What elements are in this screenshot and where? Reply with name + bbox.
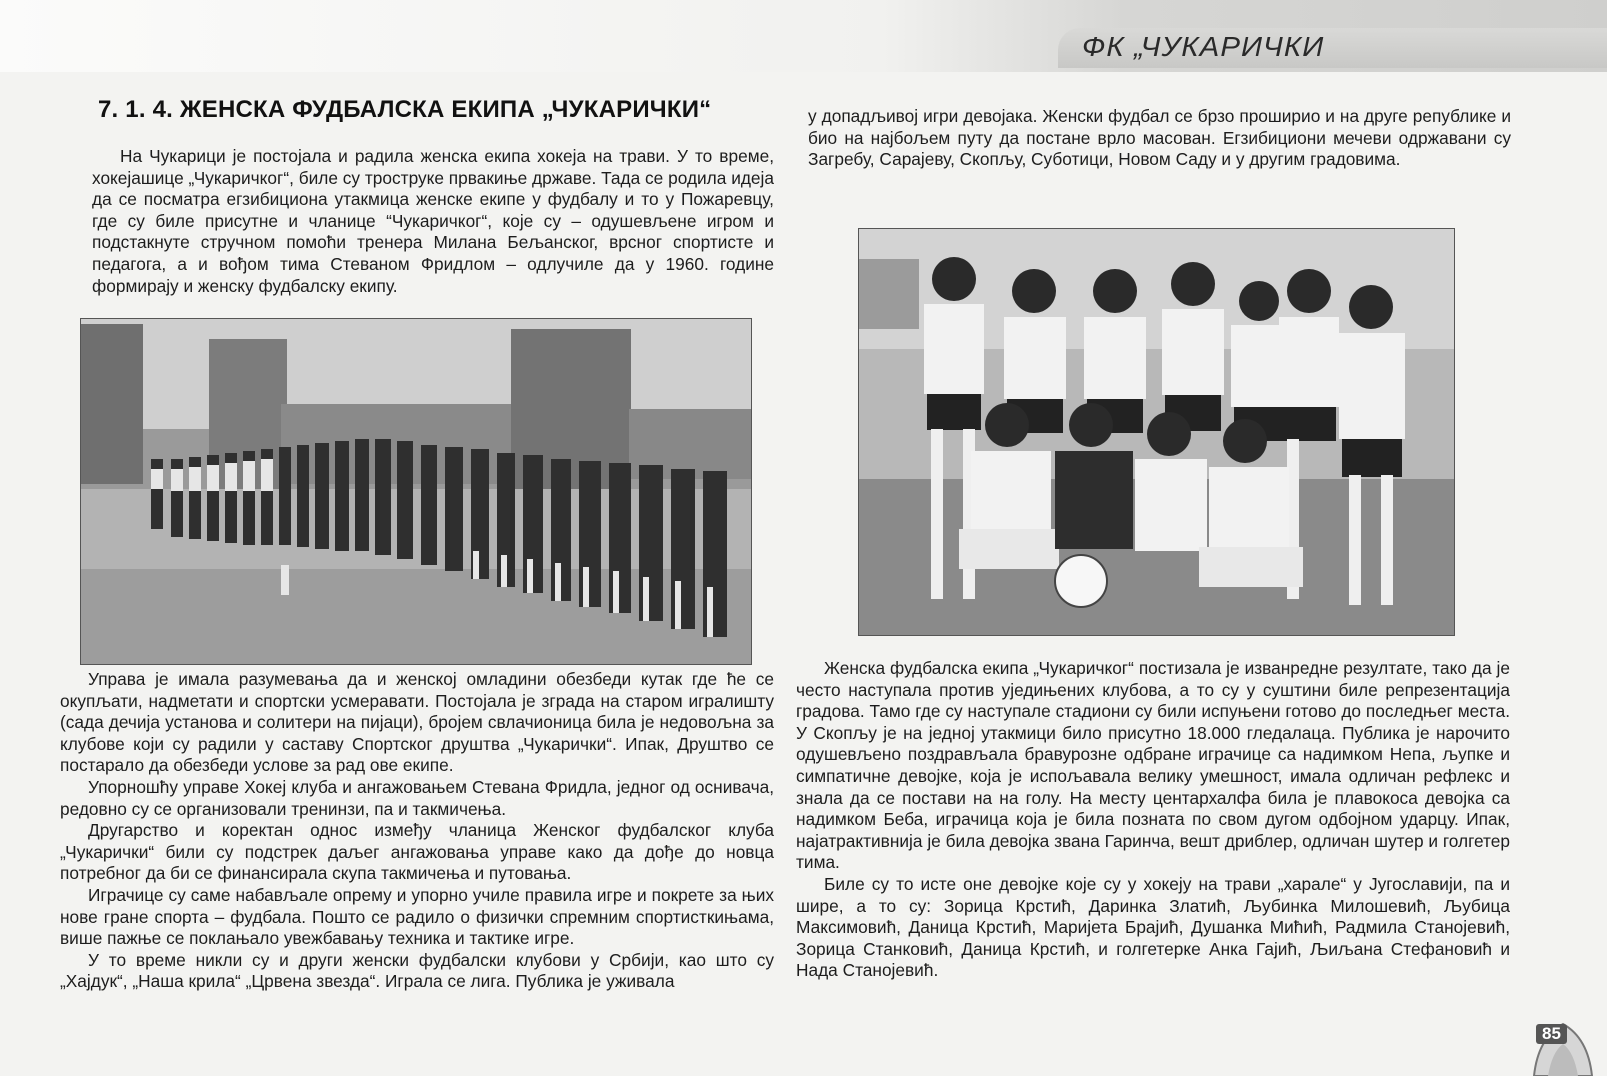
paragraph: у допадљивој игри девојака. Женски фудбал се брзо проширио и на друге републике и био на најбољем путу да постане врло масован. Егзибициони мечеви одржавани су Загребу, Сарајеву, Скопљу, Суботици, Новом Саду и у другим градовима. xyxy=(808,106,1511,170)
team-portrait-photo xyxy=(858,228,1455,636)
right-column-top-text xyxy=(808,106,1511,171)
paragraph: Играчице су саме набављале опрему и упорно училе правила игре и покрете за њих нове гране спорта – фудбала. Пошто се радило о физички спремним спортисткињама, више пажње се поклањало увежбавању техника и тактике игре. xyxy=(60,884,774,949)
team-lineup-photo xyxy=(80,318,752,665)
running-header-title: ФК „ЧУКАРИЧКИ xyxy=(1082,31,1325,62)
paragraph: У то време никли су и други женски фудбалски клубови у Србији, као што су „Хајдук“, „Наша крила“ „Црвена звезда“. Играла се лига. Публика је уживала xyxy=(60,949,774,992)
paragraph: Биле су то исте оне девојке које су у хокеју на трави „харале“ у Југославији, па и шире, а то су: Зорица Крстић, Даринка Златић, Љубинка Милошевић, Љубица Максимовић, Даница Крстић, Маријета Брајић, Душанка Мићић, Радмила Станојевић, Зорица Станковић, Даница Крстић, и голгетерке Анка Гајић, Љиљана Стефановић и Нада Станојевић. xyxy=(796,873,1510,981)
left-column-top-text xyxy=(92,146,774,297)
paragraph: Упорношћу управе Хокеј клуба и ангажовањем Стевана Фридла, једног од оснивача, редовно су се организовали тренинзи, па и такмичења. xyxy=(60,776,774,819)
paragraph: Другарство и коректан однос између чланица Женског фудбалског клуба „Чукарички“ били су подстрек даљег ангажовања управе како да дође до новца потребног да би се финансирала скупа такмичења и путовања. xyxy=(60,820,774,884)
team-lineup-photo-illustration xyxy=(81,319,751,664)
page-number: 85 xyxy=(1536,1024,1567,1044)
paragraph: На Чукарици је постојала и радила женска екипа хокеја на трави. У то време, хокејашице „Чукаричког“, биле су троструке првакиње државе. Тада се родила идеја да се посматра егзибициона утакмица женске екипе у фудбалу и то у Пожаревцу, где су биле присутне и чланице “Чукаричког“, које су – одушевљене игром и подстакнуте стручном помоћи тренера Милана Бељанског, врсног спортисте и педагога, а и вођом тима Стеваном Фридлом – одлучиле да у 1960. године формирају и женску фудбалску екипу. xyxy=(92,146,774,296)
left-column-bottom-text xyxy=(60,669,774,993)
paragraph: Женска фудбалска екипа „Чукаричког“ постизала је изванредне резултате, тако да је често наступала против уједињених клубова, а то су у суштини биле репрезентација градова. Тамо где су наступале стадиони су били испуњени готово до последњег места. У Скопљу је на једној утакмици било присутно 18.000 гледалаца. Публика је нарочито одушевљено поздрављала бравурозне одбране играчице са надимком Непа, љупке и симпатичне девојке, која је испољавала велику умешност, имала одличан рефлекс и знала да се постави на на голу. На месту центархалфа била је плавокоса девојка са надимком Беба, играчица која је била позната по свом дугом одбојном ударцу. Ипак, најатрактивнија је била девојка звана Гаринча, вешт дриблер, одличан шутер и голгетер тима. xyxy=(796,658,1511,873)
team-portrait-photo-illustration xyxy=(859,229,1454,635)
section-heading: 7. 1. 4. ЖЕНСКА ФУДБАЛСКА ЕКИПА „ЧУКАРИЧКИ“ xyxy=(98,96,712,123)
right-column-bottom-text xyxy=(796,658,1510,982)
paragraph: Управа је имала разумевања да и женској омладини обезбеди кутак где ће се окупљати, надметати и спортски усмеравати. Постојала је зграда на старом игралишту (сада дечија установа и солитери на пијаци), бројем свлачионица била је недовољна за клубове који су радили у саставу Спортског друштва „Чукарички“. Ипак, Друштво се постарало да обезбеди услове за рад ове екипе. xyxy=(60,669,774,776)
